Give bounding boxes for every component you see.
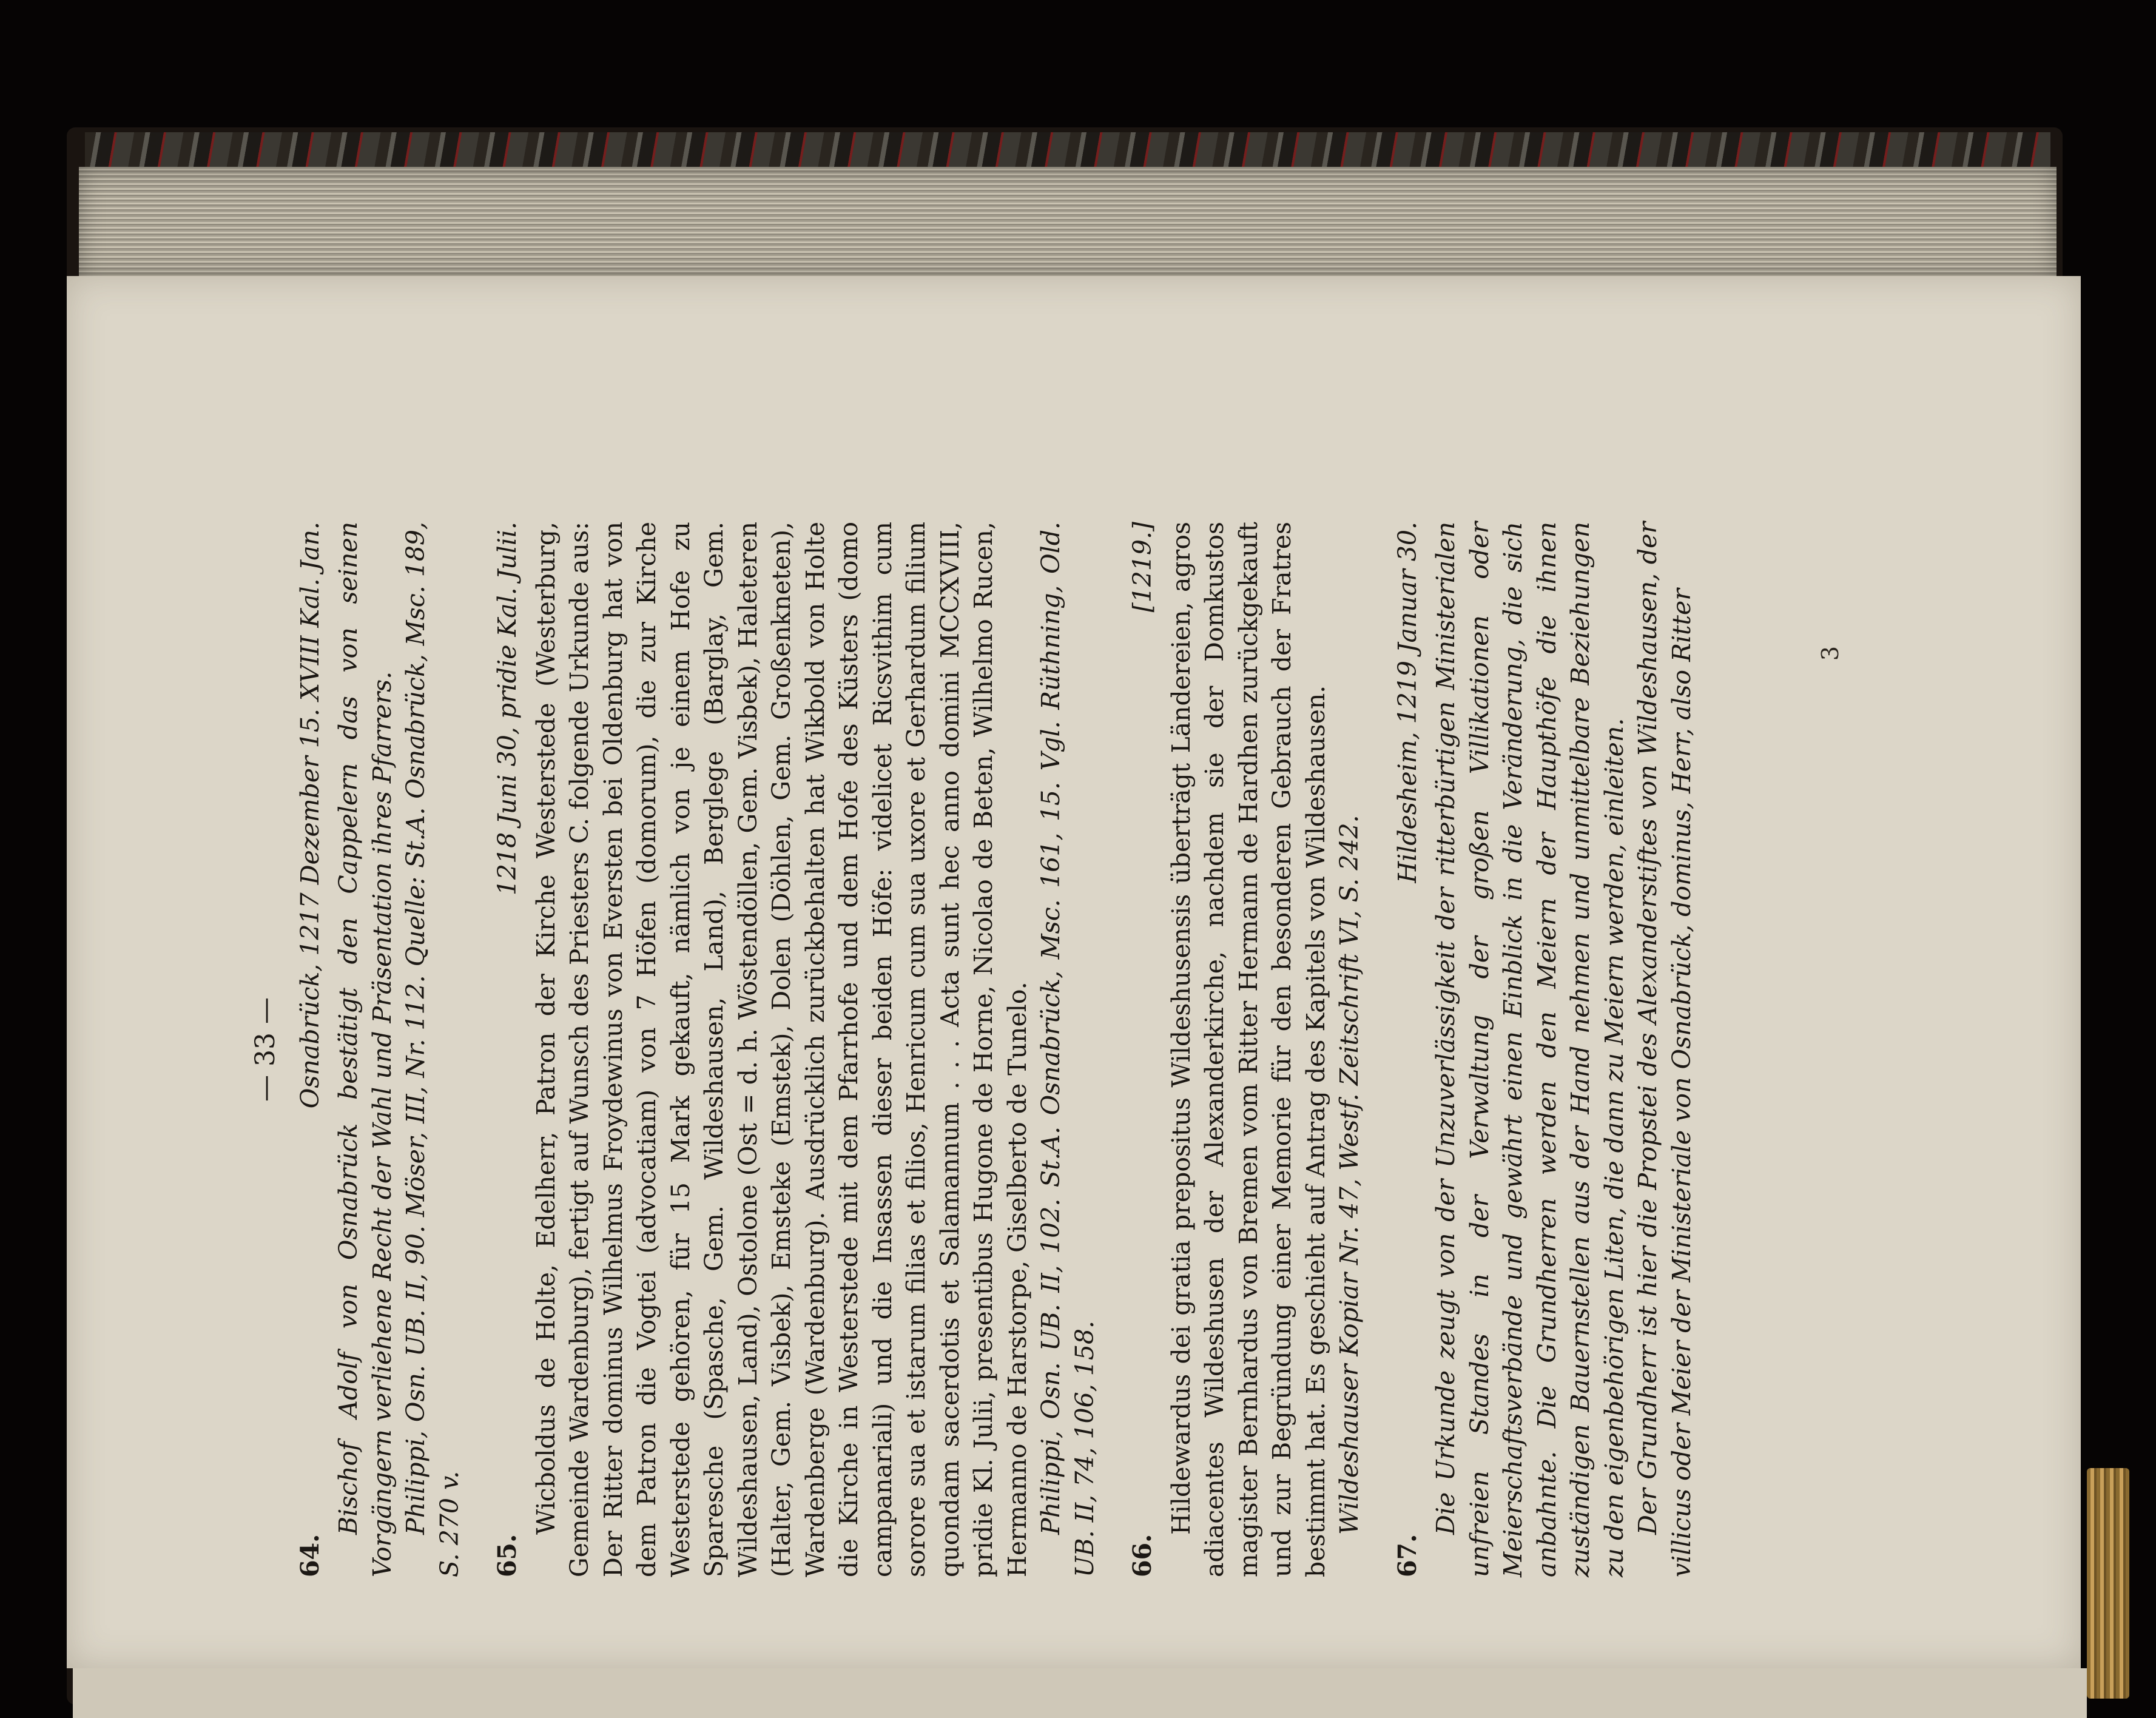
entry-number: 67. xyxy=(1392,1534,1422,1577)
bookmark-ribbon xyxy=(2087,1468,2129,1699)
entry-text: Die Urkunde zeugt von der Unzuverlässigkeit der ritterbürtigen Ministerialen unfreien Standes in der Verwaltung der großen Villikationen oder Meierschaftsverbände und gewährt einen Einblick in die Veränderung, die sich anbahnte. Die Grundherren werden den Meiern der Haupthöfe die ihnen zuständigen Bauernstellen aus der Hand nehmen und unmittelbare Beziehungen zu den eigenbehörigen Liten, die dann zu Meiern werden, einleiten. xyxy=(1431,522,1629,1577)
entry-date: Osnabrück, 1217 Dezember 15. XVIII Kal. Jan. xyxy=(295,522,325,1109)
entry-65 xyxy=(491,522,1102,1577)
page-text-block xyxy=(249,522,1802,1577)
entry-number: 65. xyxy=(493,1534,522,1577)
entry-date: Hildesheim, 1219 Januar 30. xyxy=(1392,522,1422,883)
entry-date: 1218 Juni 30, pridie Kal. Julii. xyxy=(493,522,522,896)
entry-source: Wildeshauser Kopiar Nr. 47, Westf. Zeitschrift VI, S. 242. xyxy=(1335,815,1364,1535)
next-page-edge xyxy=(73,1668,2087,1718)
entry-number: 66. xyxy=(1128,1534,1157,1577)
marbled-edge xyxy=(85,132,2050,169)
entry-text: Bischof Adolf von Osnabrück bestätigt den Cappelern das von seinen Vorgängern verliehene Recht der Wahl und Präsentation ihres Pfarrers. xyxy=(334,522,397,1577)
entry-text: Hildewardus dei gratia prepositus Wildeshusensis überträgt Ländereien, agros adiacentes Wildeshusen der Alexanderkirche, nachdem sie der Domkustos magister Bernhardus von Bremen vom Ritter Hermann de Hardhen zurückgekauft und zur Begründung einer Memorie für den besonderen Gebrauch der Fratres bestimmt hat. Es geschieht auf Antrag des Kapitels von Wildeshausen. xyxy=(1166,522,1330,1577)
page-edges xyxy=(79,167,2057,279)
folio-signature: 3 xyxy=(1817,645,1844,661)
entry-source: Philippi, Osn. UB. II, 102. St.A. Osnabrück, Msc. 161, 15. Vgl. Rüthning, Old. UB. II, 74, 106, 158. xyxy=(1036,522,1099,1577)
entry-source: Philippi, Osn. UB. II, 90. Möser, III, Nr. 112. Quelle: St.A. Osnabrück, Msc. 189, S. 270 v. xyxy=(401,522,464,1577)
entry-text-continued: Der Grundherr ist hier die Propstei des Alexanderstiftes von Wildeshausen, der villicus oder Meier der Ministeriale von Osnabrück, dominus, Herr, also Ritter xyxy=(1633,522,1696,1577)
entry-text: Wicboldus de Holte, Edelherr, Patron der Kirche Westerstede (Westerburg, Gemeinde Wardenburg), fertigt auf Wunsch des Priesters C. folgende Urkunde aus: Der Ritter dominus Wilhelmus Froydewinus von Eversten bei Oldenburg hat von dem Patron die Vogtei (advocatiam) von 7 Höfen (domorum), die zur Kirche Westerstede gehören, für 15 Mark gekauft, nämlich von je einem Hofe zu Sparesche (Spasche, Gem. Wildeshausen, Land), Berglege (Barglay, Gem. Wildeshausen, Land), Ostolone (Ost = d. h. Wöstendöllen, Gem. Visbek), Haleteren (Halter, Gem. Visbek), Emsteke (Emstek), Dolen (Döhlen, Gem. Großenkneten), Wardenberge (Wardenburg). Ausdrücklich zurückbehalten hat Wikbold von Holte die Kirche in Westerstede mit dem Pfarrhofe und dem Hofe des Küsters (domo campanariali) und die Insassen dieser beiden Höfe: videlicet Ricsvithim cum sorore sua et istarum filias et filios, Henricum cum sua uxore et Gerhardum filium quondam sacerdotis et Salamannum . . . Acta sunt hec anno domini MCCXVIII, pridie Kl. Julii, presentibus Hugone de Horne, Nicolao de Beten, Wilhelmo Rucen, Hermanno de Harstorpe, Giselberto de Tunelo. xyxy=(531,522,1032,1577)
page-number: — 33 — xyxy=(250,997,281,1102)
entry-number: 64. xyxy=(295,1534,325,1577)
entry-67 xyxy=(1391,522,1699,1577)
entry-66 xyxy=(1126,522,1367,1577)
entry-64 xyxy=(294,522,467,1577)
entry-date: [1219.] xyxy=(1128,522,1157,613)
